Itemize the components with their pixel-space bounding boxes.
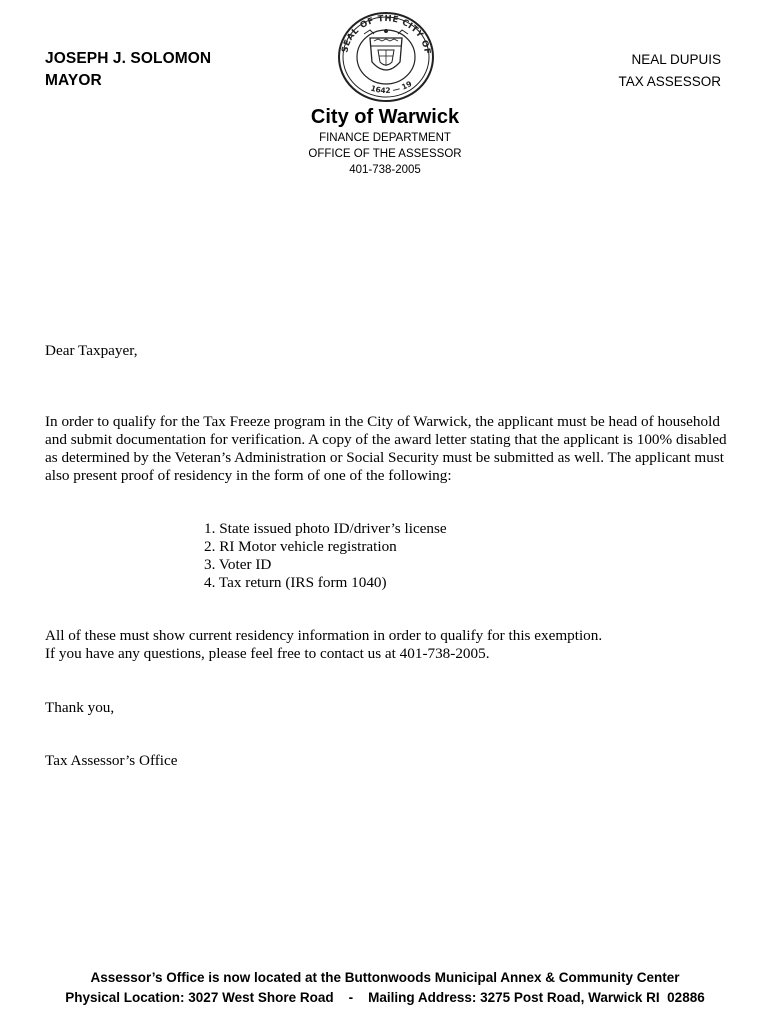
list-item: 1. State issued photo ID/driver’s license — [204, 520, 447, 537]
city-seal-icon — [334, 10, 438, 104]
department-block — [0, 130, 770, 178]
mayor-block — [45, 48, 211, 92]
assessor-title: TAX ASSESSOR — [618, 74, 721, 89]
city-name: City of Warwick — [310, 106, 460, 128]
footer-line-1: Assessor’s Office is now located at the Buttonwoods Municipal Annex & Community Center — [90, 970, 680, 985]
svg-text:1642 — 1931: 1642 — 19 — [369, 79, 414, 96]
paragraph-line: and submit documentation for verification. A copy of the award letter stating that the applicant is 100% disabled — [45, 431, 727, 448]
residency-paragraph — [45, 627, 730, 663]
signature: Tax Assessor’s Office — [45, 752, 178, 769]
paragraph-line: If you have any questions, please feel free to contact us at 401-738-2005. — [45, 645, 490, 662]
office-phone: 401-738-2005 — [349, 164, 421, 176]
mayor-title: MAYOR — [45, 72, 102, 89]
mayor-name: JOSEPH J. SOLOMON — [45, 50, 212, 67]
qualification-paragraph — [45, 413, 730, 485]
list-item: 3. Voter ID — [204, 556, 272, 573]
office-name: OFFICE OF THE ASSESSOR — [308, 148, 462, 160]
svg-text:SEAL OF THE CITY OF WARWICK R.: SEAL OF THE CITY OF — [340, 13, 432, 56]
closing: Thank you, — [45, 699, 115, 716]
department-name: FINANCE DEPARTMENT — [319, 132, 451, 144]
list-item: 4. Tax return (IRS form 1040) — [204, 574, 387, 591]
paragraph-line: All of these must show current residency information in order to qualify for this exemption. — [45, 627, 603, 644]
list-item: 2. RI Motor vehicle registration — [204, 538, 397, 555]
paragraph-line: also present proof of residency in the form of one of the following: — [45, 467, 452, 484]
requirements-list — [204, 520, 447, 592]
paragraph-line: In order to qualify for the Tax Freeze program in the City of Warwick, the applicant must be head of household — [45, 413, 720, 430]
assessor-name: NEAL DUPUIS — [631, 52, 721, 67]
paragraph-line: as determined by the Veteran’s Administration or Social Security must be submitted as well. The applicant must — [45, 449, 724, 466]
footer-line-2: Physical Location: 3027 West Shore Road - Mailing Address: 3275 Post Road, Warwick RI 02886 — [65, 990, 705, 1005]
salutation: Dear Taxpayer, — [45, 342, 138, 359]
assessor-block — [618, 49, 721, 93]
